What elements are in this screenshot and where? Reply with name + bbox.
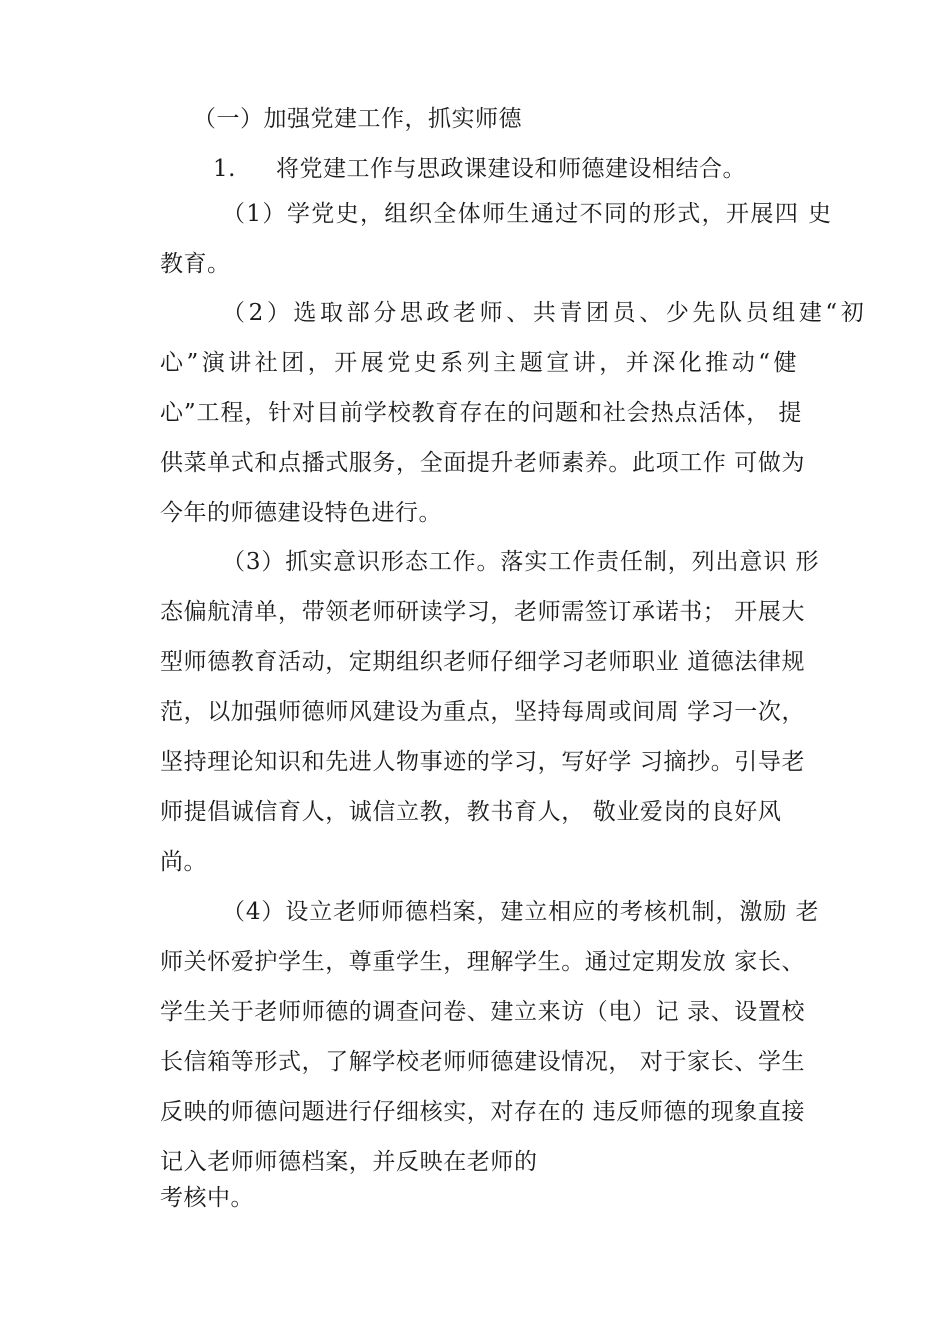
item-number: 1. [213, 156, 236, 182]
section-heading: （一）加强党建工作，抓实师德 [193, 106, 522, 132]
paragraph-line: 师关怀爱护学生，尊重学生，理解学生。通过定期发放 家长、 [160, 949, 806, 975]
paragraph-line: （3）抓实意识形态工作。落实工作责任制，列出意识 形 [222, 549, 820, 575]
paragraph-line: 坚持理论知识和先进人物事迹的学习，写好学 习摘抄。引导老 [160, 749, 806, 775]
paragraph-line: 师提倡诚信育人，诚信立教，教书育人， 敬业爱岗的良好风 [160, 799, 782, 825]
paragraph-line: 教育。 [160, 251, 231, 277]
paragraph-line: 反映的师德问题进行仔细核实，对存在的 违反师德的现象直接 [160, 1099, 806, 1125]
paragraph-line: （2）选取部分思政老师、共青团员、少先队员组建“初 [222, 300, 868, 326]
paragraph-line: 供菜单式和点播式服务，全面提升老师素养。此项工作 可做为 [160, 450, 806, 476]
paragraph-line: 态偏航清单，带领老师研读学习，老师需签订承诺书； 开展大 [160, 599, 806, 625]
item-title: 将党建工作与思政课建设和师德建设相结合。 [276, 156, 746, 182]
paragraph-line: 长信箱等形式，了解学校老师师德建设情况， 对于家长、学生 [160, 1049, 806, 1075]
paragraph-line: 心”工程，针对目前学校教育存在的问题和社会热点活体， 提 [160, 400, 803, 426]
paragraph-line: 尚。 [160, 849, 207, 875]
paragraph-line: 学生关于老师师德的调查问卷、建立来访（电）记 录、设置校 [160, 999, 806, 1025]
paragraph-line: 范，以加强师德师风建设为重点，坚持每周或间周 学习一次， [160, 699, 806, 725]
paragraph-line: 型师德教育活动，定期组织老师仔细学习老师职业 道德法律规 [160, 649, 806, 675]
paragraph-line: 考核中。 [160, 1185, 254, 1211]
paragraph-line: 今年的师德建设特色进行。 [160, 500, 442, 526]
paragraph-line: （4）设立老师师德档案，建立相应的考核机制，激励 老 [222, 899, 820, 925]
paragraph-line: 记入老师师德档案，并反映在老师的 [160, 1149, 538, 1175]
paragraph-line: （1）学党史，组织全体师生通过不同的形式，开展四 史 [222, 201, 833, 227]
paragraph-line: 心”演讲社团，开展党史系列主题宣讲，并深化推动“健 [160, 350, 801, 376]
